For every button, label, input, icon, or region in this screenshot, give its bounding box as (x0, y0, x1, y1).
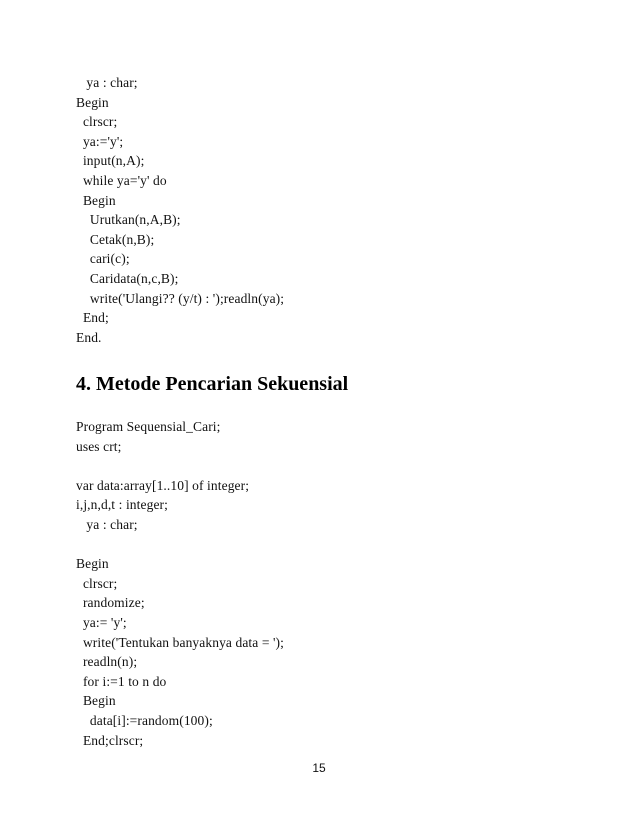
code-line: i,j,n,d,t : integer; (76, 497, 168, 513)
section-heading: 4. Metode Pencarian Sekuensial (76, 373, 349, 395)
code-line: randomize; (76, 595, 145, 611)
code-line: End;clrscr; (76, 732, 144, 748)
code-line: Begin (76, 94, 109, 110)
code-line: Begin (76, 556, 109, 572)
code-line: ya:= 'y'; (76, 615, 127, 630)
code-line: Cetak(n,B); (76, 231, 155, 247)
code-line: clrscr; (76, 114, 118, 130)
code-line: End. (76, 329, 102, 345)
code-line: Caridata(n,c,B); (76, 271, 179, 286)
code-line: write('Tentukan banyaknya data = '); (76, 634, 285, 650)
code-line: ya:='y'; (76, 133, 124, 149)
code-line: readln(n); (76, 654, 138, 670)
code-line: Begin (76, 192, 116, 208)
code-line: var data:array[1..10] of integer; (76, 477, 250, 493)
code-line: ya : char; (76, 517, 138, 532)
code-line: input(n,A); (76, 153, 145, 169)
code-line: Urutkan(n,A,B); (76, 212, 181, 228)
code-line: ya : char; (76, 75, 138, 90)
code-line: for i:=1 to n do (76, 673, 167, 689)
code-line: Begin (76, 693, 116, 709)
code-line: cari(c); (76, 251, 130, 267)
page-number: 15 (312, 761, 326, 775)
code-line: End; (76, 310, 109, 326)
code-line: Program Sequensial_Cari; (76, 419, 221, 434)
code-line: data[i]:=random(100); (76, 713, 213, 728)
code-line: uses crt; (76, 438, 122, 454)
code-line: write('Ulangi?? (y/t) : ');readln(ya); (76, 290, 285, 306)
code-line: while ya='y' do (76, 173, 167, 188)
code-line: clrscr; (76, 575, 118, 591)
